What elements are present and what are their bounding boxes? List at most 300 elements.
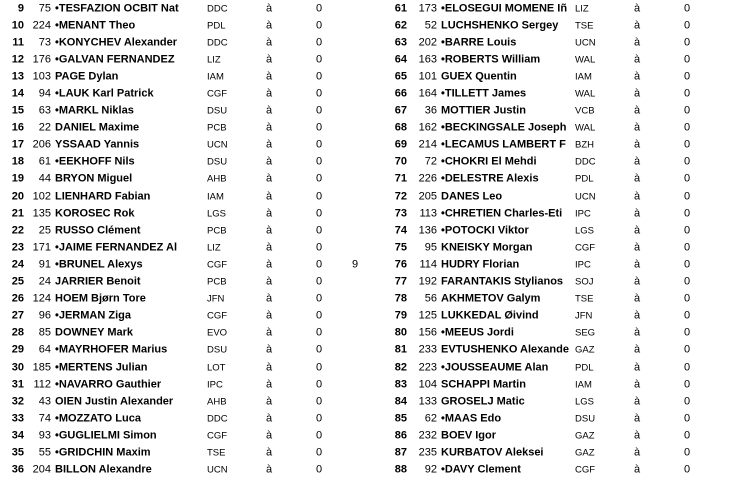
result-row	[0, 188, 376, 205]
rider-name-cell: •MAAS Edo	[441, 413, 502, 425]
rider-name-cell: •MAYRHOFER Marius	[55, 344, 168, 356]
team-code-cell: LGS	[575, 395, 595, 407]
results-column-right	[376, 0, 752, 479]
rider-name-cell: •CHOKRI El Mehdi	[441, 156, 537, 168]
separator-cell: à	[634, 87, 641, 100]
bib-number-cell: 96	[38, 309, 51, 322]
rider-name-cell: DANIEL Maxime	[55, 122, 140, 134]
result-row	[376, 154, 752, 171]
score-cell: 0	[316, 87, 323, 100]
rank-cell: 24	[11, 258, 24, 271]
result-row	[0, 68, 376, 85]
rank-cell: 21	[11, 207, 24, 220]
result-row	[376, 393, 752, 410]
rank-cell: 82	[394, 361, 407, 374]
score-cell: 0	[316, 309, 323, 322]
rider-name-cell: BILLON Alexandre	[55, 464, 152, 476]
score-cell: 0	[316, 429, 323, 442]
separator-cell: à	[266, 241, 273, 254]
rank-cell: 67	[394, 104, 407, 117]
rank-cell: 10	[11, 19, 24, 32]
rider-name-cell: RUSSO Clément	[55, 225, 141, 237]
separator-cell: à	[634, 292, 641, 305]
team-code-cell: UCN	[207, 139, 228, 151]
result-row	[376, 410, 752, 427]
score-cell: 0	[316, 2, 323, 15]
bib-number-cell: 112	[33, 378, 51, 391]
results-column-left	[0, 0, 376, 479]
result-row	[0, 462, 376, 479]
separator-cell: à	[634, 19, 641, 32]
score-cell: 0	[316, 326, 323, 339]
result-row	[376, 325, 752, 342]
rider-name-cell: •TILLETT James	[441, 88, 527, 100]
rider-name-cell: •POTOČKI Viktor	[441, 225, 529, 237]
rank-cell: 16	[11, 121, 24, 134]
separator-cell: à	[634, 172, 641, 185]
result-row	[376, 137, 752, 154]
separator-cell: à	[634, 241, 641, 254]
score-cell: 0	[684, 446, 691, 459]
bib-number-cell: 135	[32, 207, 51, 220]
bib-number-cell: 92	[424, 463, 437, 476]
score-cell: 0	[316, 53, 323, 66]
rank-cell: 15	[11, 104, 24, 117]
rider-name-cell: •GALVAN FERNANDEZ	[55, 54, 175, 66]
separator-cell: à	[266, 412, 273, 425]
rider-name-cell: MOTTIER Justin	[441, 105, 526, 117]
rank-cell: 81	[394, 343, 407, 356]
bib-number-cell: 95	[424, 241, 437, 254]
team-code-cell: AHB	[207, 173, 227, 185]
bib-number-cell: 113	[419, 207, 437, 220]
team-code-cell: WAL	[575, 88, 596, 100]
rider-name-cell: •GUGLIELMI Simon	[55, 430, 157, 442]
rank-cell: 61	[394, 2, 407, 15]
result-row	[376, 462, 752, 479]
bib-number-cell: 205	[418, 190, 437, 203]
score-cell: 0	[316, 172, 323, 185]
score-cell: 0	[684, 121, 691, 134]
score-cell: 0	[684, 292, 691, 305]
score-cell: 0	[684, 395, 691, 408]
rank-cell: 77	[394, 275, 407, 288]
rider-name-cell: FARANTAKIS Stylianos	[441, 276, 564, 288]
bib-number-cell: 61	[38, 155, 51, 168]
separator-cell: à	[634, 463, 641, 476]
rank-cell: 27	[11, 309, 24, 322]
result-row	[0, 51, 376, 68]
bib-number-cell: 173	[418, 2, 437, 15]
score-cell: 0	[684, 326, 691, 339]
separator-cell: à	[266, 36, 273, 49]
bib-number-cell: 156	[418, 326, 437, 339]
separator-cell: à	[266, 190, 273, 203]
score-cell: 0	[684, 104, 691, 117]
score-cell: 0	[316, 395, 323, 408]
bib-number-cell: 133	[418, 395, 437, 408]
team-code-cell: PCB	[207, 276, 227, 288]
result-row	[0, 171, 376, 188]
rider-name-cell: •JOUSSEAUME Alan	[441, 362, 549, 374]
bib-number-cell: 85	[38, 326, 51, 339]
score-cell: 0	[316, 207, 323, 220]
separator-cell: à	[634, 395, 641, 408]
result-row	[0, 342, 376, 359]
rider-name-cell: •KONYCHEV Alexander	[55, 37, 178, 49]
score-cell: 0	[316, 138, 323, 151]
rank-cell: 18	[11, 155, 24, 168]
team-code-cell: LGS	[207, 207, 227, 219]
separator-cell: à	[266, 104, 273, 117]
separator-cell: à	[266, 429, 273, 442]
result-row	[0, 85, 376, 102]
rider-name-cell: AKHMETOV Galym	[441, 293, 541, 305]
rider-name-cell: •MENANT Theo	[55, 20, 136, 32]
score-cell: 0	[684, 36, 691, 49]
score-cell: 0	[316, 70, 323, 83]
rank-cell: 70	[394, 155, 407, 168]
separator-cell: à	[266, 326, 273, 339]
rider-name-cell: LUCHSHENKO Sergey	[441, 20, 559, 32]
result-row	[376, 85, 752, 102]
rider-name-cell: •BRUNEL Alexys	[55, 259, 143, 271]
result-row	[376, 342, 752, 359]
result-row	[376, 359, 752, 376]
rank-cell: 9	[17, 2, 24, 15]
rider-name-cell: OIEN Justin Alexander	[55, 396, 174, 408]
result-row	[0, 0, 376, 17]
rank-cell: 78	[394, 292, 407, 305]
score-cell: 0	[316, 121, 323, 134]
separator-cell: à	[634, 53, 641, 66]
bib-number-cell: 226	[418, 172, 437, 185]
separator-cell: à	[266, 2, 273, 15]
team-code-cell: BZH	[575, 139, 594, 151]
team-code-cell: IPC	[575, 207, 591, 219]
result-row	[376, 239, 752, 256]
score-cell: 0	[316, 19, 323, 32]
result-row	[376, 0, 752, 17]
score-cell: 0	[316, 463, 323, 476]
team-code-cell: CGF	[207, 88, 228, 100]
team-code-cell: DDC	[207, 36, 228, 48]
team-code-cell: LGS	[575, 225, 595, 237]
separator-cell: à	[634, 70, 641, 83]
rider-name-cell: GUEX Quentin	[441, 71, 517, 83]
result-row	[0, 154, 376, 171]
bib-number-cell: 44	[38, 172, 51, 185]
rider-name-cell: •LECAMUS LAMBERT F	[441, 139, 566, 151]
result-row	[0, 393, 376, 410]
separator-cell: à	[634, 309, 641, 322]
rank-cell: 28	[11, 326, 24, 339]
result-row	[376, 103, 752, 120]
team-code-cell: DSU	[207, 105, 228, 117]
bib-number-cell: 94	[38, 87, 51, 100]
score-cell: 0	[684, 258, 691, 271]
result-row	[0, 239, 376, 256]
result-row	[376, 171, 752, 188]
rank-cell: 64	[394, 53, 407, 66]
result-row	[376, 188, 752, 205]
bib-number-cell: 36	[424, 104, 437, 117]
bib-number-cell: 204	[32, 463, 51, 476]
bib-number-cell: 164	[418, 87, 437, 100]
bib-number-cell: 233	[418, 343, 437, 356]
result-row	[0, 410, 376, 427]
bib-number-cell: 43	[38, 395, 51, 408]
separator-cell: à	[266, 207, 273, 220]
team-code-cell: IAM	[575, 378, 592, 390]
rank-cell: 88	[394, 463, 407, 476]
score-cell: 0	[684, 70, 691, 83]
team-code-cell: IAM	[575, 71, 592, 83]
rider-name-cell: HOEM Bjørn Tore	[55, 293, 146, 305]
team-code-cell: UCN	[207, 464, 228, 476]
team-code-cell: LOT	[207, 361, 226, 373]
rider-name-cell: SCHÄPPI Martin	[441, 379, 526, 391]
rank-cell: 69	[394, 138, 407, 151]
team-code-cell: DSU	[207, 344, 228, 356]
separator-cell: à	[266, 361, 273, 374]
rank-cell: 14	[11, 87, 24, 100]
separator-cell: à	[266, 275, 273, 288]
rider-name-cell: KOROŠEC Rok	[55, 208, 135, 220]
team-code-cell: DSU	[575, 413, 596, 425]
result-row	[0, 308, 376, 325]
rank-cell: 33	[11, 412, 24, 425]
result-row	[0, 359, 376, 376]
rider-name-cell: EVTUSHENKO Alexande	[441, 344, 569, 356]
separator-cell: à	[266, 378, 273, 391]
separator-cell: à	[266, 446, 273, 459]
separator-cell: à	[634, 429, 641, 442]
rider-name-cell: BRYON Miguel	[55, 173, 133, 185]
rank-cell: 29	[11, 343, 24, 356]
separator-cell: à	[634, 155, 641, 168]
score-cell: 0	[684, 463, 691, 476]
separator-cell: à	[634, 36, 641, 49]
rider-name-cell: KNEISKY Morgan	[441, 242, 533, 254]
rider-name-cell: GROŠELJ Matic	[441, 396, 525, 408]
rank-cell: 25	[11, 275, 24, 288]
separator-cell: à	[266, 258, 273, 271]
rider-name-cell: LUKKEDAL Øivind	[441, 310, 539, 322]
team-code-cell: LIZ	[207, 242, 221, 254]
rider-name-cell: •MERTENS Julian	[55, 362, 148, 374]
rank-cell: 65	[394, 70, 407, 83]
separator-cell: à	[266, 463, 273, 476]
bib-number-cell: 224	[32, 19, 51, 32]
score-cell: 0	[684, 19, 691, 32]
bib-number-cell: 232	[418, 429, 437, 442]
rider-name-cell: •MEEUS Jordi	[441, 327, 514, 339]
rider-name-cell: •TESFAZION OCBIT Nat	[55, 3, 179, 15]
separator-cell: à	[266, 292, 273, 305]
bib-number-cell: 192	[418, 275, 437, 288]
result-row	[376, 205, 752, 222]
score-cell: 0	[316, 378, 323, 391]
bib-number-cell: 102	[32, 190, 51, 203]
bib-number-cell: 22	[38, 121, 51, 134]
bib-number-cell: 91	[38, 258, 51, 271]
score-cell: 0	[684, 309, 691, 322]
team-code-cell: PDL	[575, 173, 594, 185]
rank-cell: 68	[394, 121, 407, 134]
bib-number-cell: 101	[418, 70, 437, 83]
bib-number-cell: 136	[418, 224, 437, 237]
score-cell: 0	[684, 224, 691, 237]
score-cell: 0	[316, 224, 323, 237]
rider-name-cell: •DELESTRE Alexis	[441, 173, 539, 185]
score-cell: 0	[684, 190, 691, 203]
score-cell: 0	[684, 87, 691, 100]
result-row	[0, 205, 376, 222]
bib-number-cell: 73	[38, 36, 51, 49]
rank-cell: 22	[11, 224, 24, 237]
rank-cell: 11	[12, 36, 24, 49]
rider-name-cell: •DAVY Clement	[441, 464, 521, 476]
rank-cell: 76	[394, 258, 407, 271]
score-cell: 0	[684, 429, 691, 442]
separator-cell: à	[266, 395, 273, 408]
team-code-cell: IAM	[207, 190, 224, 202]
bib-number-cell: 223	[418, 361, 437, 374]
result-row	[376, 120, 752, 137]
score-cell: 0	[684, 241, 691, 254]
result-row	[0, 291, 376, 308]
score-cell: 0	[316, 155, 323, 168]
bib-number-cell: 185	[32, 361, 51, 374]
rank-cell: 36	[11, 463, 24, 476]
bib-number-cell: 93	[38, 429, 51, 442]
team-code-cell: DDC	[207, 413, 228, 425]
score-cell: 0	[316, 241, 323, 254]
rank-cell: 32	[11, 395, 24, 408]
rank-cell: 26	[11, 292, 24, 305]
rider-name-cell: •BECKINGSALE Joseph	[441, 122, 567, 134]
separator-cell: à	[266, 53, 273, 66]
score-cell: 0	[684, 275, 691, 288]
result-row	[376, 68, 752, 85]
rider-name-cell: •MOZZATO Luca	[55, 413, 141, 425]
separator-cell: à	[266, 70, 273, 83]
separator-cell: à	[634, 2, 641, 15]
result-row	[376, 427, 752, 444]
bib-number-cell: 162	[418, 121, 437, 134]
team-code-cell: IPC	[207, 378, 223, 390]
team-code-cell: CGF	[207, 310, 228, 322]
rider-name-cell: BOEV Igor	[441, 430, 497, 442]
team-code-cell: TSE	[575, 19, 594, 31]
rank-cell: 31	[11, 378, 24, 391]
result-row	[376, 34, 752, 51]
rank-cell: 84	[394, 395, 407, 408]
score-cell: 0	[684, 361, 691, 374]
bib-number-cell: 75	[38, 2, 51, 15]
rider-name-cell: LIENHARD Fabian	[55, 191, 151, 203]
separator-cell: à	[634, 224, 641, 237]
score-cell: 0	[684, 343, 691, 356]
separator-cell: à	[634, 258, 641, 271]
score-cell: 0	[684, 53, 691, 66]
result-row	[0, 103, 376, 120]
team-code-cell: LIZ	[207, 54, 221, 66]
rider-name-cell: •MÄRKL Niklas	[55, 105, 134, 117]
score-cell: 0	[684, 172, 691, 185]
rider-name-cell: YSSAAD Yannis	[55, 139, 140, 151]
team-code-cell: GAZ	[575, 430, 595, 442]
bib-number-cell: 24	[38, 275, 51, 288]
score-cell: 0	[684, 138, 691, 151]
separator-cell: à	[634, 121, 641, 134]
result-row	[376, 444, 752, 461]
rank-cell: 74	[394, 224, 407, 237]
result-row	[0, 256, 376, 273]
team-code-cell: CGF	[575, 242, 596, 254]
rider-name-cell: •LAUK Karl Patrick	[55, 88, 154, 100]
score-cell: 0	[316, 361, 323, 374]
bib-number-cell: 62	[424, 412, 437, 425]
team-code-cell: SOJ	[575, 276, 594, 288]
score-cell: 0	[316, 343, 323, 356]
score-cell: 0	[316, 36, 323, 49]
team-code-cell: PDL	[575, 361, 594, 373]
rank-cell: 23	[11, 241, 24, 254]
separator-cell: à	[266, 87, 273, 100]
rank-cell: 62	[394, 19, 407, 32]
separator-cell: à	[634, 207, 641, 220]
rank-cell: 35	[11, 446, 24, 459]
bib-number-cell: 104	[418, 378, 437, 391]
bib-number-cell: 214	[418, 138, 437, 151]
rider-name-cell: •GRIDCHIN Maxim	[55, 447, 151, 459]
result-row	[376, 17, 752, 34]
team-code-cell: IPC	[575, 259, 591, 271]
score-cell: 0	[316, 412, 323, 425]
separator-cell: à	[634, 326, 641, 339]
result-row	[376, 274, 752, 291]
result-row	[0, 325, 376, 342]
team-code-cell: AHB	[207, 395, 227, 407]
result-row	[376, 256, 752, 273]
separator-cell: à	[634, 343, 641, 356]
result-row	[0, 120, 376, 137]
team-code-cell: CGF	[207, 259, 228, 271]
rider-name-cell: HUDRY Florian	[441, 259, 520, 271]
result-row	[376, 376, 752, 393]
rider-name-cell: DOWNEY Mark	[55, 327, 134, 339]
rank-cell: 73	[394, 207, 407, 220]
separator-cell: à	[634, 446, 641, 459]
separator-cell: à	[266, 138, 273, 151]
bib-number-cell: 235	[418, 446, 437, 459]
team-code-cell: GAZ	[575, 447, 595, 459]
result-row	[0, 34, 376, 51]
team-code-cell: TSE	[575, 293, 594, 305]
separator-cell: à	[266, 121, 273, 134]
score-cell: 0	[316, 104, 323, 117]
separator-cell: à	[266, 343, 273, 356]
separator-cell: à	[266, 309, 273, 322]
bib-number-cell: 55	[38, 446, 51, 459]
result-row	[376, 51, 752, 68]
bib-number-cell: 202	[418, 36, 437, 49]
team-code-cell: CGF	[207, 430, 228, 442]
rank-cell: 17	[11, 138, 24, 151]
rider-name-cell: •NAVARRO Gauthier	[55, 379, 162, 391]
